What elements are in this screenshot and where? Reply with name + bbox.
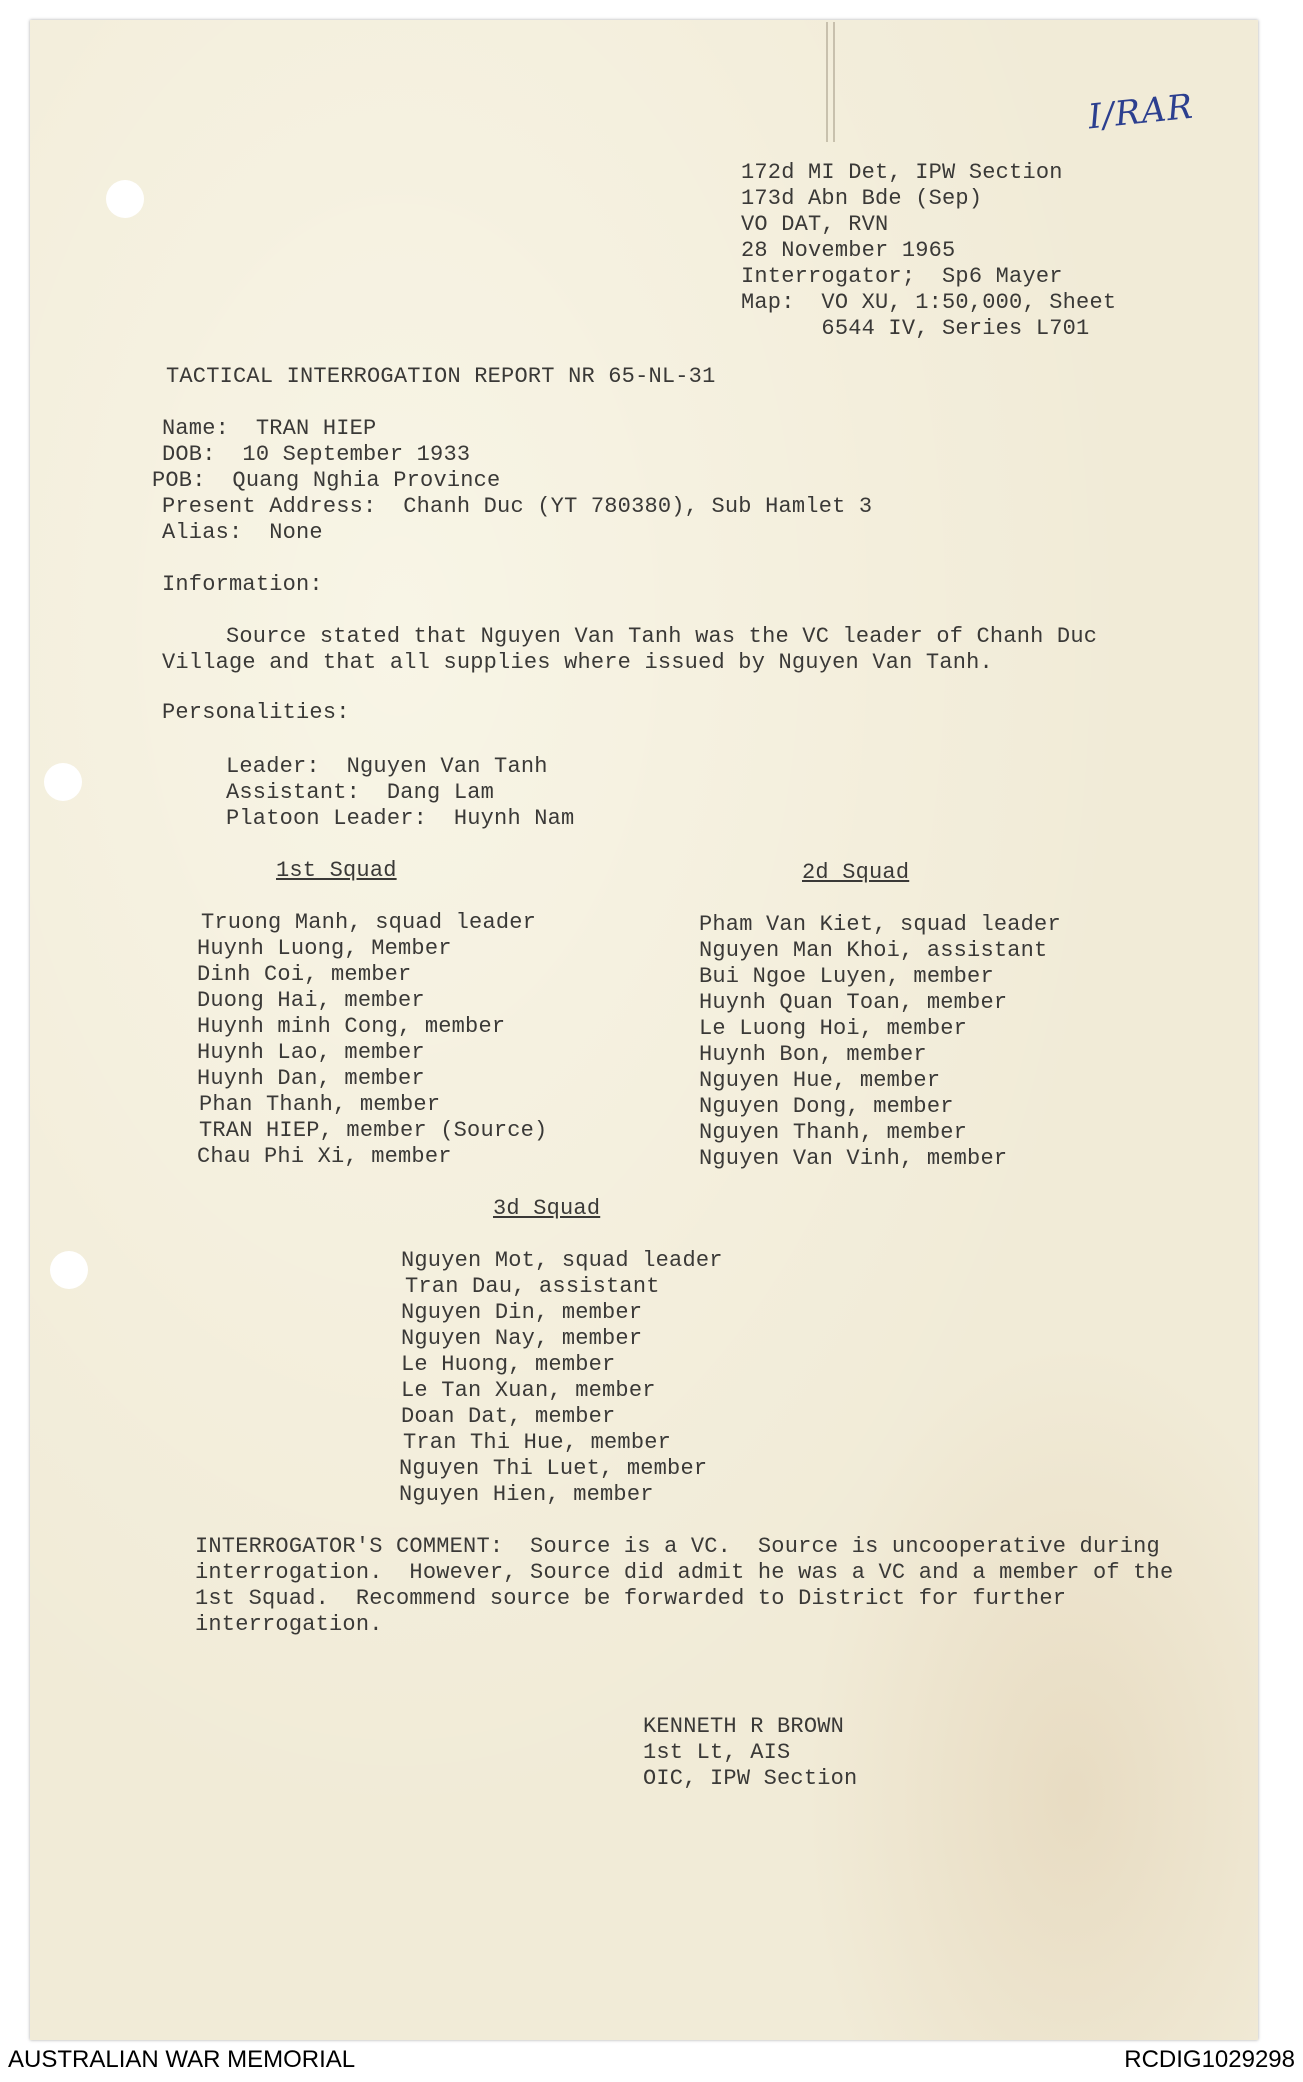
personalities-heading: Personalities: bbox=[162, 700, 350, 725]
squad-member: Huynh Bon, member bbox=[699, 1042, 927, 1067]
handwritten-annotation: I/RAR bbox=[1086, 86, 1196, 138]
squad-member: Chau Phi Xi, member bbox=[197, 1144, 452, 1169]
punch-hole bbox=[44, 763, 82, 801]
squad-member: Le Huong, member bbox=[401, 1352, 616, 1377]
header-line: 28 November 1965 bbox=[741, 238, 956, 263]
leadership-line: Assistant: Dang Lam bbox=[226, 780, 495, 805]
header-line: 6544 IV, Series L701 bbox=[741, 316, 1090, 341]
squad-member: Nguyen Hue, member bbox=[699, 1068, 941, 1093]
squad-member: Dinh Coi, member bbox=[197, 962, 412, 987]
header-line: Map: VO XU, 1:50,000, Sheet bbox=[741, 290, 1117, 315]
footer-id: RCDIG1029298 bbox=[1124, 2046, 1295, 2073]
squad-member: TRAN HIEP, member (Source) bbox=[199, 1118, 548, 1143]
comment-line: interrogation. bbox=[195, 1612, 383, 1637]
squad-member: Phan Thanh, member bbox=[199, 1092, 441, 1117]
squad-title: 3d Squad bbox=[493, 1196, 601, 1221]
squad-member: Nguyen Thanh, member bbox=[699, 1120, 968, 1145]
signature-line: KENNETH R BROWN bbox=[643, 1714, 845, 1739]
comment-line: interrogation. However, Source did admit he was a VC and a member of the bbox=[195, 1560, 1174, 1585]
comment-line: INTERROGATOR'S COMMENT: Source is a VC. Source is uncooperative during bbox=[195, 1534, 1160, 1559]
subject-name: Name: TRAN HIEP bbox=[162, 416, 377, 441]
subject-alias: Alias: None bbox=[162, 520, 323, 545]
squad-title: 2d Squad bbox=[802, 860, 910, 885]
comment-line: 1st Squad. Recommend source be forwarded to District for further bbox=[195, 1586, 1067, 1611]
squad-member: Nguyen Hien, member bbox=[399, 1482, 654, 1507]
squad-member: Nguyen Man Khoi, assistant bbox=[699, 938, 1048, 963]
squad-member: Huynh Luong, Member bbox=[197, 936, 452, 961]
squad-member: Nguyen Mot, squad leader bbox=[401, 1248, 723, 1273]
squad-member: Duong Hai, member bbox=[197, 988, 425, 1013]
punch-hole bbox=[50, 1251, 88, 1289]
squad-member: Nguyen Nay, member bbox=[401, 1326, 643, 1351]
page-crease bbox=[826, 22, 828, 142]
subject-pob: POB: Quang Nghia Province bbox=[152, 468, 501, 493]
squad-member: Nguyen Din, member bbox=[401, 1300, 643, 1325]
squad-member: Bui Ngoe Luyen, member bbox=[699, 964, 994, 989]
squad-member: Huynh minh Cong, member bbox=[197, 1014, 506, 1039]
header-line: Interrogator; Sp6 Mayer bbox=[741, 264, 1063, 289]
signature-line: 1st Lt, AIS bbox=[643, 1740, 791, 1765]
subject-address: Present Address: Chanh Duc (YT 780380), Sub Hamlet 3 bbox=[162, 494, 873, 519]
squad-member: Truong Manh, squad leader bbox=[201, 910, 537, 935]
squad-member: Nguyen Van Vinh, member bbox=[699, 1146, 1008, 1171]
squad-member: Huynh Dan, member bbox=[197, 1066, 425, 1091]
leadership-line: Leader: Nguyen Van Tanh bbox=[226, 754, 548, 779]
squad-member: Huynh Lao, member bbox=[197, 1040, 425, 1065]
squad-member: Le Luong Hoi, member bbox=[699, 1016, 968, 1041]
page-crease bbox=[833, 22, 835, 142]
squad-member: Tran Dau, assistant bbox=[405, 1274, 660, 1299]
header-line: 173d Abn Bde (Sep) bbox=[741, 186, 983, 211]
footer-source: AUSTRALIAN WAR MEMORIAL bbox=[8, 2046, 356, 2073]
squad-member: Le Tan Xuan, member bbox=[401, 1378, 656, 1403]
signature-line: OIC, IPW Section bbox=[643, 1766, 858, 1791]
report-title: TACTICAL INTERROGATION REPORT NR 65-NL-31 bbox=[166, 364, 716, 389]
squad-member: Tran Thi Hue, member bbox=[403, 1430, 672, 1455]
punch-hole bbox=[106, 180, 144, 218]
squad-member: Huynh Quan Toan, member bbox=[699, 990, 1008, 1015]
information-heading: Information: bbox=[162, 572, 323, 597]
squad-member: Pham Van Kiet, squad leader bbox=[699, 912, 1061, 937]
header-line: VO DAT, RVN bbox=[741, 212, 889, 237]
squad-member: Nguyen Thi Luet, member bbox=[399, 1456, 708, 1481]
information-line: Source stated that Nguyen Van Tanh was the VC leader of Chanh Duc bbox=[226, 624, 1098, 649]
header-line: 172d MI Det, IPW Section bbox=[741, 160, 1063, 185]
information-line: Village and that all supplies where issued by Nguyen Van Tanh. bbox=[162, 650, 993, 675]
squad-title: 1st Squad bbox=[276, 858, 397, 883]
squad-member: Nguyen Dong, member bbox=[699, 1094, 954, 1119]
squad-member: Doan Dat, member bbox=[401, 1404, 616, 1429]
subject-dob: DOB: 10 September 1933 bbox=[162, 442, 471, 467]
leadership-line: Platoon Leader: Huynh Nam bbox=[226, 806, 575, 831]
